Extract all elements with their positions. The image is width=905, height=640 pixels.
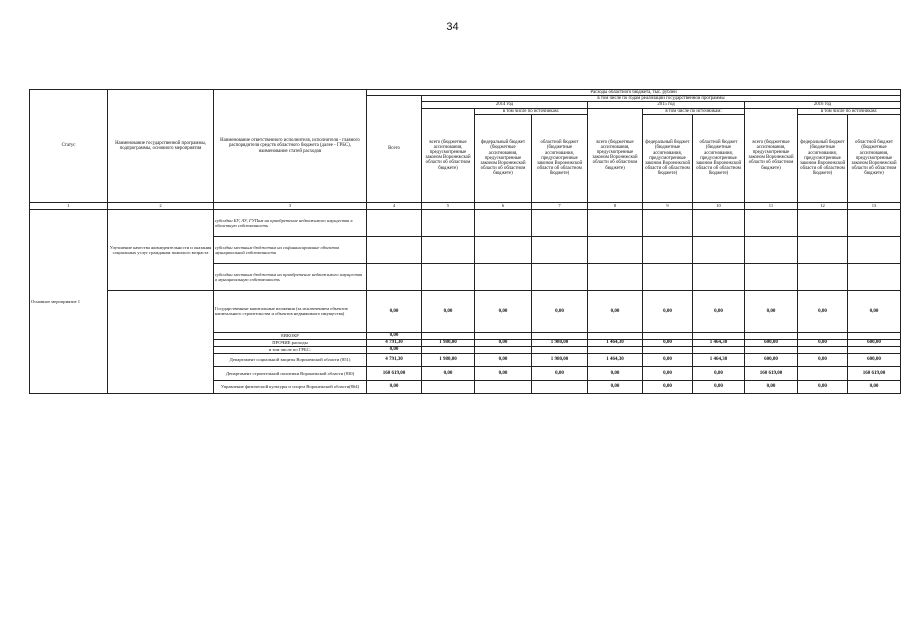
header-2014-federal: федеральный бюджет (бюджетные ассигнования, предусмотренные законом Воронежской области об областном бюджете) (475, 114, 532, 202)
value-cell (643, 263, 693, 290)
value-cell (532, 332, 588, 339)
value-cell: 0,00 (745, 380, 798, 393)
value-cell (848, 346, 901, 353)
value-cell (848, 332, 901, 339)
value-cell (745, 346, 798, 353)
value-cell (693, 209, 745, 236)
col-number: 10 (693, 202, 745, 209)
value-cell (643, 346, 693, 353)
value-cell: 600,00 (848, 353, 901, 366)
header-2015-regional: областной бюджет (бюджетные ассигнования, предусмотренные законом Воронежской области об областном бюджете) (693, 114, 745, 202)
value-cell: 600,00 (848, 339, 901, 346)
header-2015-all: всего (бюджетные ассигнования, предусмотренные законом Воронежской области об областном бюджете) (588, 108, 643, 202)
row-item-name: Департамент социальной защиты Воронежской области (851) (214, 353, 367, 366)
row-item-name: Департамент строительной политики Воронежской области (830) (214, 366, 367, 380)
value-cell (745, 209, 798, 236)
row-item-name: ЕВКОКР (214, 332, 367, 339)
value-cell: 0,00 (693, 380, 745, 393)
header-2016-all: всего (бюджетные ассигнования, предусмотренные законом Воронежской области об областном бюджете) (745, 108, 798, 202)
col-number: 13 (848, 202, 901, 209)
header-2016-federal: федеральный бюджет (бюджетные ассигнования, предусмотренные законом Воронежской области об областном бюджете) (798, 114, 848, 202)
value-cell: 0,00 (367, 290, 422, 332)
value-cell: 4 791,30 (367, 339, 422, 346)
value-cell: 1 464,30 (588, 339, 643, 346)
value-cell (848, 263, 901, 290)
value-cell (745, 263, 798, 290)
value-cell (475, 209, 532, 236)
value-cell (588, 346, 643, 353)
header-year-2015: 2015 год (588, 102, 745, 108)
value-cell (643, 236, 693, 263)
value-cell: 0,00 (588, 290, 643, 332)
value-cell: 0,00 (693, 366, 745, 380)
col-number: 12 (798, 202, 848, 209)
value-cell (693, 236, 745, 263)
value-cell (798, 346, 848, 353)
value-cell: 160 619,00 (367, 366, 422, 380)
value-cell: 160 619,00 (848, 366, 901, 380)
value-cell: 160 619,00 (745, 366, 798, 380)
value-cell: 0,00 (367, 332, 422, 339)
value-cell (798, 366, 848, 380)
value-cell: 0,00 (532, 366, 588, 380)
value-cell: 0,00 (643, 353, 693, 366)
value-cell (532, 236, 588, 263)
col-number: 2 (108, 202, 214, 209)
value-cell: 0,00 (848, 380, 901, 393)
value-cell: 1 464,30 (588, 353, 643, 366)
col-number: 8 (588, 202, 643, 209)
value-cell: 1 980,00 (422, 339, 475, 346)
value-cell: 0,00 (367, 346, 422, 353)
header-2014-regional: областной бюджет (бюджетные ассигнования, предусмотренные законом Воронежской области об областном бюджете) (532, 114, 588, 202)
value-cell (422, 209, 475, 236)
value-cell (588, 236, 643, 263)
value-cell: 0,00 (475, 339, 532, 346)
value-cell (745, 332, 798, 339)
value-cell (798, 263, 848, 290)
row-item-name: субсидии местным бюджетам на софинансирование объектов муниципальной собственности (214, 236, 367, 263)
row-program-cell: Улучшение качества жизнедеятельности и оказания социальных услуг гражданам пожилого возраста (108, 209, 214, 290)
value-cell: 0,00 (643, 366, 693, 380)
value-cell (422, 236, 475, 263)
value-cell: 0,00 (475, 290, 532, 332)
header-expenses: Расходы областного бюджета, тыс. рублей (367, 90, 901, 96)
value-cell (798, 209, 848, 236)
value-cell (475, 380, 532, 393)
col-number: 6 (475, 202, 532, 209)
col-number: 5 (422, 202, 475, 209)
value-cell (475, 263, 532, 290)
header-2015-federal: федеральный бюджет (бюджетные ассигнования, предусмотренные законом Воронежской области об областном бюджете) (643, 114, 693, 202)
value-cell: 0,00 (367, 380, 422, 393)
value-cell (532, 380, 588, 393)
row-item-name: Управление физической культуры и спорта Воронежской области(864) (214, 380, 367, 393)
value-cell (745, 236, 798, 263)
col-number: 4 (367, 202, 422, 209)
value-cell: 0,00 (475, 366, 532, 380)
value-cell: 0,00 (422, 290, 475, 332)
col-number: 1 (30, 202, 108, 209)
page-number: 34 (446, 21, 459, 33)
value-cell (798, 332, 848, 339)
value-cell (693, 346, 745, 353)
value-cell (532, 346, 588, 353)
value-cell (693, 263, 745, 290)
header-2014-sources: в том числе по источникам: (475, 108, 588, 114)
value-cell (367, 209, 422, 236)
value-cell: 0,00 (693, 290, 745, 332)
value-cell: 1 980,00 (422, 353, 475, 366)
value-cell (532, 209, 588, 236)
value-cell (475, 332, 532, 339)
budget-table-container (29, 89, 901, 394)
value-cell (643, 332, 693, 339)
value-cell (532, 263, 588, 290)
value-cell: 0,00 (745, 290, 798, 332)
value-cell (422, 346, 475, 353)
header-status: Статус (30, 90, 108, 203)
value-cell: 600,00 (745, 353, 798, 366)
value-cell (367, 236, 422, 263)
budget-table (29, 89, 901, 394)
value-cell (588, 332, 643, 339)
value-cell (367, 263, 422, 290)
value-cell (588, 263, 643, 290)
col-number: 11 (745, 202, 798, 209)
header-by-years: в том числе по годам реализации государственной программы (422, 96, 901, 102)
value-cell: 1 464,30 (693, 353, 745, 366)
header-2016-regional: областной бюджет (бюджетные ассигнования, предусмотренные законом Воронежской области об областном бюджете) (848, 114, 901, 202)
value-cell: 4 791,30 (367, 353, 422, 366)
col-number: 7 (532, 202, 588, 209)
value-cell (643, 209, 693, 236)
row-item-name: субсидии местным бюджетам на приобретение недвижимого имущества в муниципальную собственность (214, 263, 367, 290)
header-year-2014: 2014 год (422, 102, 588, 108)
header-program-name: Наименование государственной программы, подпрограммы, основного мероприятия (108, 90, 214, 203)
value-cell: 1 980,00 (532, 353, 588, 366)
value-cell: 0,00 (588, 366, 643, 380)
row-item-name: ПРОЧИЕ расходы (214, 339, 367, 346)
header-executor: Наименование ответственного исполнителя, исполнителя - главного распорядителя средств областного бюджета (далее - ГРБС), наименование статей расходов (214, 90, 367, 203)
value-cell: 600,00 (745, 339, 798, 346)
value-cell: 0,00 (798, 339, 848, 346)
value-cell (588, 209, 643, 236)
value-cell (693, 332, 745, 339)
value-cell (798, 236, 848, 263)
value-cell: 0,00 (422, 366, 475, 380)
header-2015-sources: в том числе по источникам: (643, 108, 745, 114)
value-cell (475, 346, 532, 353)
value-cell: 1 980,00 (532, 339, 588, 346)
value-cell (422, 263, 475, 290)
value-cell (475, 236, 532, 263)
table-row (30, 290, 901, 332)
row-item-name: субсидии БУ, АУ, ГУПам на приобретение недвижимого имущества в областную собственность (214, 209, 367, 236)
value-cell: 0,00 (798, 380, 848, 393)
row-program-cell-empty (108, 290, 214, 393)
column-numbers-row (30, 202, 901, 209)
value-cell: 0,00 (643, 290, 693, 332)
row-item-name: Государственные капитальные вложения (за исключением объектов капитального строительства и объектов недвижимого имущества) (214, 290, 367, 332)
value-cell: 0,00 (643, 380, 693, 393)
header-year-2016: 2016 год (745, 102, 901, 108)
row-item-name: в том числе по ГРБС: (214, 346, 367, 353)
value-cell: 0,00 (532, 290, 588, 332)
value-cell: 0,00 (798, 290, 848, 332)
col-number: 9 (643, 202, 693, 209)
value-cell: 0,00 (848, 290, 901, 332)
header-total: Всего (367, 96, 422, 203)
value-cell: 0,00 (643, 339, 693, 346)
row-status-cell: Основное мероприятие 1 (30, 209, 108, 393)
value-cell (848, 236, 901, 263)
value-cell (422, 380, 475, 393)
col-number: 3 (214, 202, 367, 209)
table-row (30, 209, 901, 236)
value-cell: 0,00 (588, 380, 643, 393)
value-cell: 1 464,30 (693, 339, 745, 346)
value-cell: 0,00 (798, 353, 848, 366)
value-cell: 0,00 (475, 353, 532, 366)
header-2014-all: всего (бюджетные ассигнования, предусмотренные законом Воронежской области об областном бюджете) (422, 108, 475, 202)
value-cell (848, 209, 901, 236)
header-2016-sources: в том числе по источникам: (798, 108, 901, 114)
value-cell (422, 332, 475, 339)
